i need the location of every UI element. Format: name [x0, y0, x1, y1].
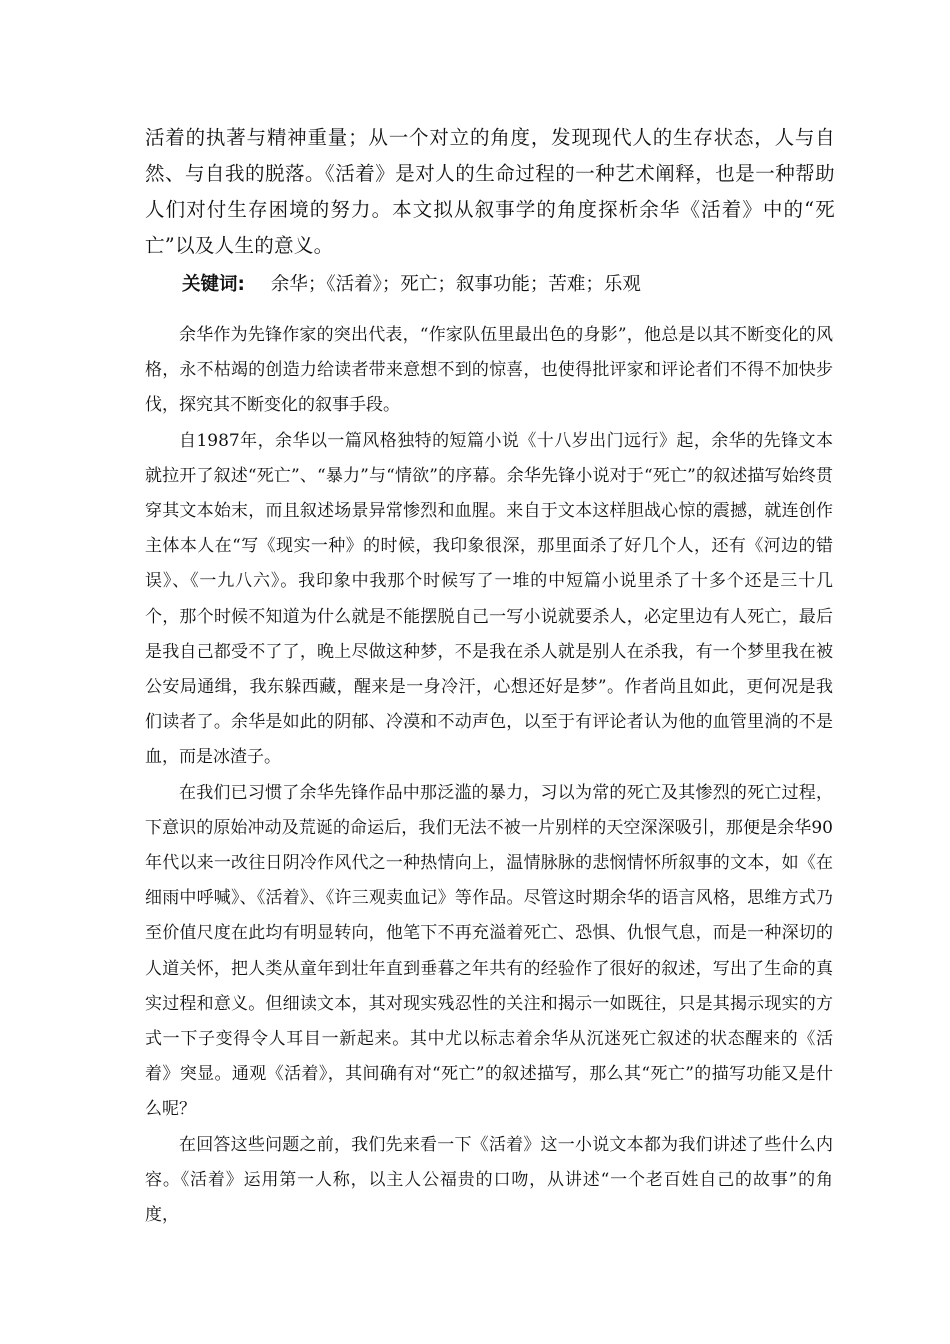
- keywords-value: 余华；《活着》；死亡；叙事功能；苦难；乐观: [270, 274, 641, 295]
- paragraph: 余华作为先锋作家的突出代表，“作家队伍里最出色的身影”，他总是以其不断变化的风格，永不枯竭的创造力给读者带来意想不到的惊喜，也使得批评家和评论者们不得不加快步伐，探究其不断变化的叙事手段。: [145, 325, 833, 416]
- abstract-text: 活着的执著与精神重量；从一个对立的角度，发现现代人的生存状态，人与自然、与自我的脱落。《活着》是对人的生命过程的一种艺术阐释，也是一种帮助人们对付生存困境的努力。本文拟从叙事学的角度探析余华《活着》中的“死亡”以及人生的意义。: [145, 126, 835, 257]
- keywords-line: [182, 268, 832, 302]
- keywords-label: 关键词:: [182, 274, 245, 295]
- paragraph: 自1987年，余华以一篇风格独特的短篇小说《十八岁出门远行》起，余华的先锋文本就拉开了叙述“死亡”、“暴力”与“情欲”的序幕。余华先锋小说对于“死亡”的叙述描写始终贯穿其文本始末，而且叙述场景异常惨烈和血腥。来自于文本这样胆战心惊的震撼，就连创作主体本人在“写《现实一种》的时候，我印象很深，那里面杀了好几个人，还有《河边的错误》、《一九八六》。我印象中我那个时候写了一堆的中短篇小说里杀了十多个还是三十几个，那个时候不知道为什么就是不能摆脱自己一写小说就要杀人，必定里边有人死亡，最后是我自己都受不了了，晚上尽做这种梦，不是我在杀人就是别人在杀我，有一个梦里我在被公安局通缉，我东躲西藏，醒来是一身冷汗，心想还好是梦”。作者尚且如此，更何况是我们读者了。余华是如此的阴郁、冷漠和不动声色，以至于有评论者认为他的血管里淌的不是血，而是冰渣子。: [145, 430, 833, 768]
- paragraph: 在回答这些问题之前，我们先来看一下《活着》这一小说文本都为我们讲述了些什么内容。《活着》运用第一人称，以主人公福贵的口吻，从讲述“一个老百姓自己的故事”的角度，: [145, 1134, 833, 1226]
- paragraph: 在我们已习惯了余华先锋作品中那泛滥的暴力，习以为常的死亡及其惨烈的死亡过程，下意识的原始冲动及荒诞的命运后，我们无法不被一片别样的天空深深吸引，那便是余华90年代以来一改往日阴冷作风代之一种热情向上，温情脉脉的悲悯情怀所叙事的文本，如《在细雨中呼喊》、《活着》、《许三观卖血记》等作品。尽管这时期余华的语言风格，思维方式乃至价值尺度在此均有明显转向，他笔下不再充溢着死亡、恐惧、仇恨气息，而是一种深切的人道关怀，把人类从童年到壮年直到垂暮之年共有的经验作了很好的叙述，写出了生命的真实过程和意义。但细读文本，其对现实残忍性的关注和揭示一如既往，只是其揭示现实的方式一下子变得令人耳目一新起来。其中尤以标志着余华从沉迷死亡叙述的状态醒来的《活着》突显。通观《活着》，其间确有对“死亡”的叙述描写，那么其“死亡”的描写功能又是什么呢？: [145, 782, 833, 1120]
- body-text: [145, 318, 833, 1233]
